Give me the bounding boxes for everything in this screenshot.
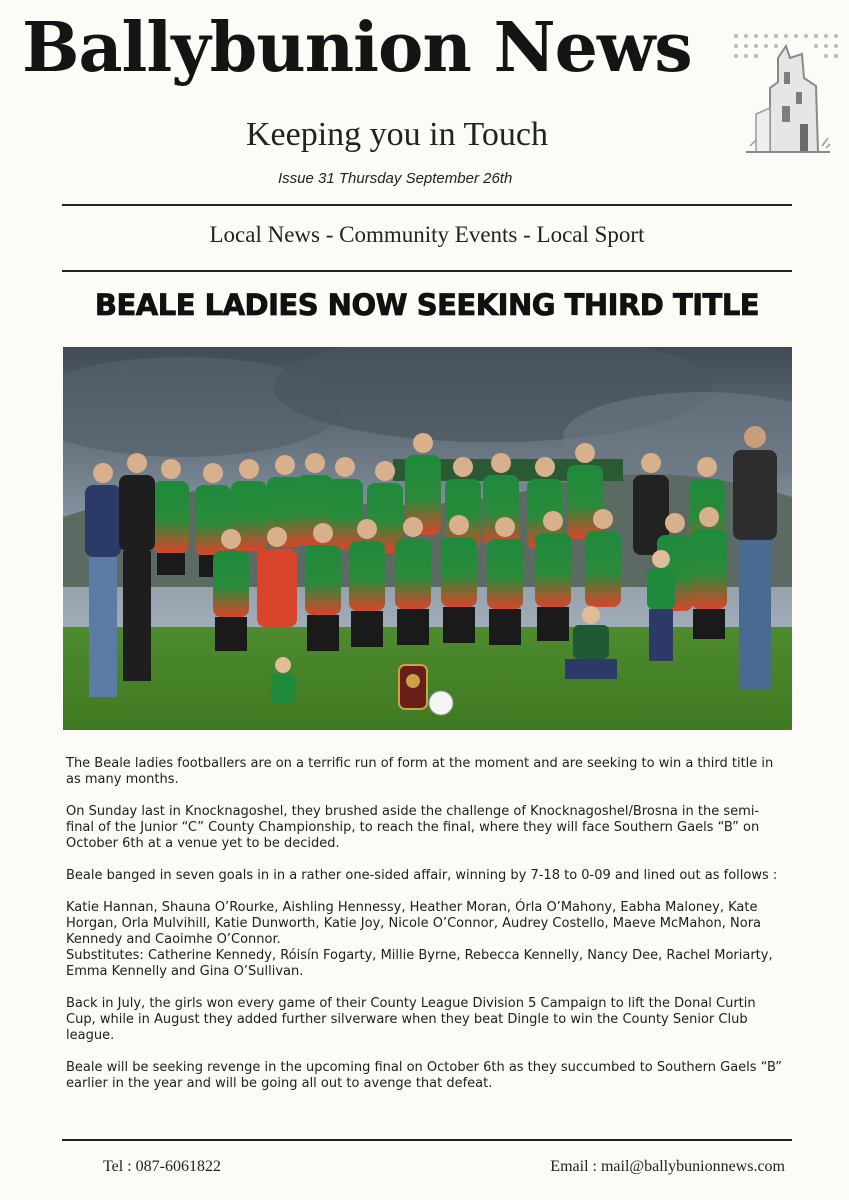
team-photo-image	[63, 347, 792, 730]
footer-divider	[62, 1139, 792, 1141]
castle-ruin-icon	[726, 28, 844, 158]
article-body	[66, 756, 782, 1108]
footer-email: Email : mail@ballybunionnews.com	[550, 1158, 785, 1175]
article-paragraph: On Sunday last in Knocknagoshel, they brushed aside the challenge of Knocknagoshel/Brosna in the semi-final of the Junior “C” County Championship, to reach the final, where they will face Southern Gaels “B” on October 6th at a venue yet to be decided.	[66, 804, 760, 851]
article-paragraph: Beale will be seeking revenge in the upcoming final on October 6th as they succumbed to Southern Gaels “B” earlier in the year and will be going all out to avenge that defeat.	[66, 1060, 782, 1091]
sections-divider	[62, 270, 792, 272]
article-paragraph: Back in July, the girls won every game of their County League Division 5 Campaign to lift the Donal Curtin Cup, while in August they added further silverware when they beat Dingle to win the County Senior Club league.	[66, 996, 756, 1043]
footer-telephone: Tel : 087-6061822	[103, 1158, 221, 1175]
sections-bar: Local News - Community Events - Local Sport	[209, 222, 645, 247]
lineup-list: Katie Hannan, Shauna O’Rourke, Aishling Hennessy, Heather Moran, Órla O’Mahony, Eabha Maloney, Kate Horgan, Orla Mulvihill, Katie Dunworth, Katie Joy, Nicole O’Connor, Audrey Costello, Maeve McMahon, Nora Kennedy and Caoimhe O’Connor.	[66, 900, 761, 947]
article-paragraph: Beale banged in seven goals in in a rather one-sided affair, winning by 7-18 to 0-09 and lined out as follows :	[66, 868, 778, 883]
issue-line: Issue 31 Thursday September 26th	[278, 170, 513, 187]
article-headline: BEALE LADIES NOW SEEKING THIRD TITLE	[94, 288, 760, 322]
lineup-paragraph	[66, 900, 782, 980]
article-paragraph: The Beale ladies footballers are on a terrific run of form at the moment and are seeking to win a third title in as many months.	[66, 756, 774, 787]
masthead	[0, 0, 849, 200]
newspaper-title: Ballybunion News	[22, 8, 692, 88]
tagline: Keeping you in Touch	[246, 116, 548, 153]
substitutes-list: Substitutes: Catherine Kennedy, Róisín Fogarty, Millie Byrne, Rebecca Kennelly, Nancy Dee, Rachel Moriarty, Emma Kennelly and Gina O’Sullivan.	[66, 948, 773, 979]
top-divider	[62, 204, 792, 206]
